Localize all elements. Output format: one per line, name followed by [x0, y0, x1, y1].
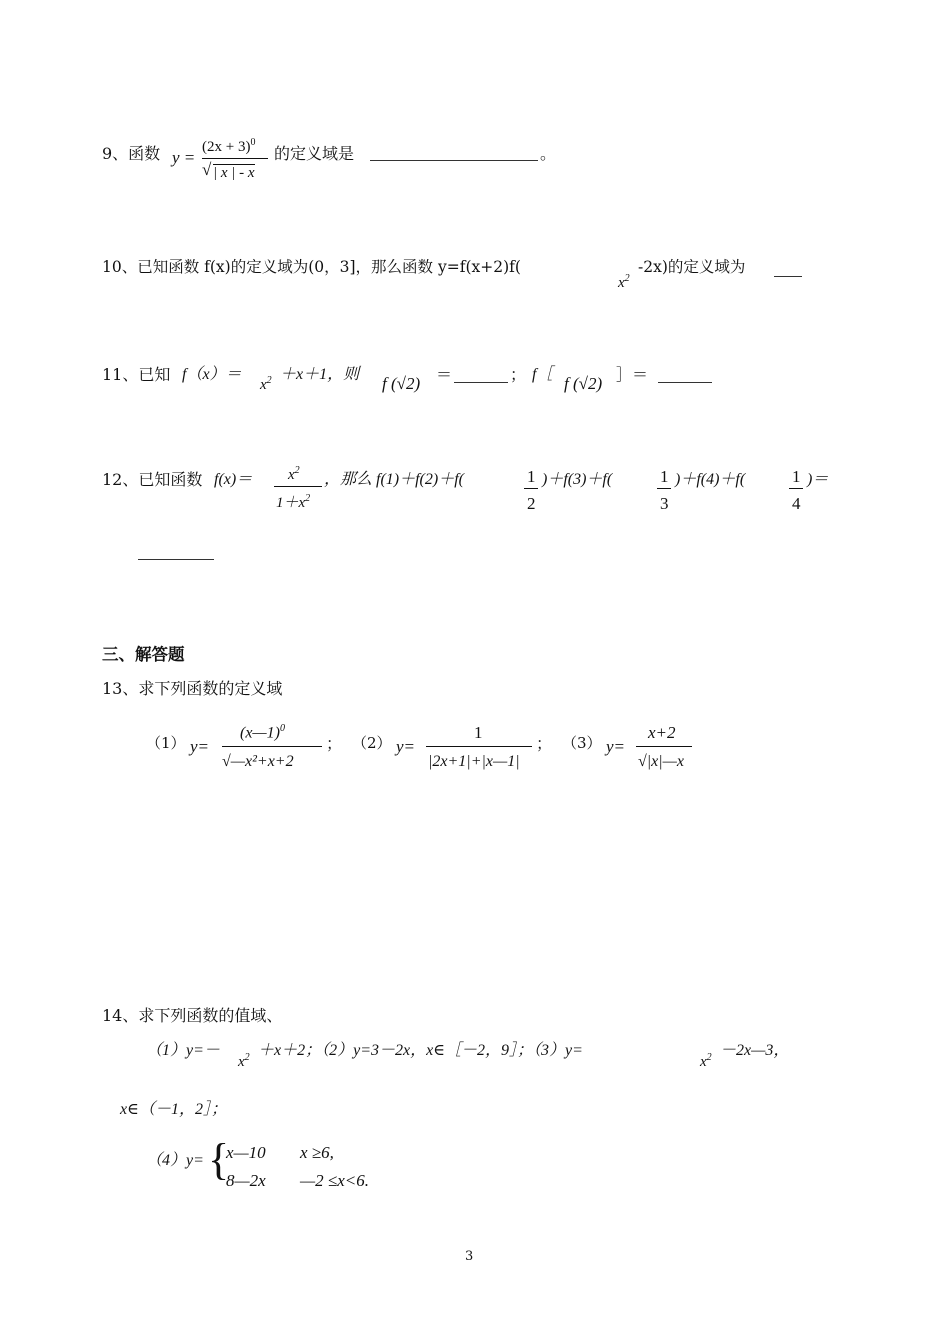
q11-x-squared: $x^2$ — [260, 375, 272, 393]
q11-f-of-x: f（x）＝ — [182, 366, 242, 383]
q9-end: 。 — [540, 144, 557, 163]
q11-f-sqrt2-a: f (√2) — [382, 374, 421, 393]
page-number: 3 — [465, 1249, 474, 1264]
q12-middle: ，那么 f(1)＋f(2)＋f( — [324, 471, 464, 488]
q13-p1-num: (x—1)$^0$ — [240, 723, 285, 742]
q11-rest: ＋x＋1，则 — [280, 366, 360, 383]
q13-p1-sep: ； — [326, 734, 343, 753]
q13-p1-bar — [222, 746, 322, 747]
q14-x-squared-b: $x^2$ — [700, 1052, 712, 1070]
q12-third-bar — [657, 488, 671, 489]
q12-half-den: 2 — [527, 494, 536, 513]
q11-f-close: ］＝ — [616, 365, 649, 384]
q12-third-den: 3 — [660, 494, 669, 513]
q13-p2-sep: ； — [536, 734, 553, 753]
q14-case1-expr: x—10 — [226, 1143, 266, 1162]
q13-p3-lhs: y= — [606, 737, 626, 756]
q13-p3-bar — [636, 746, 692, 747]
q14-case1-cond: x ≥6, — [300, 1143, 334, 1162]
q12-fraction-bar — [274, 486, 322, 487]
q12-quarter-bar — [789, 488, 803, 489]
q14-p1-rest: ＋x＋2；（2）y=3－2x，x∈［－2，9］；（3）y= — [258, 1042, 583, 1059]
q11-f-open: f［ — [532, 366, 553, 383]
q12-third-num: 1 — [660, 467, 669, 486]
q12-label: 12、已知函数 — [102, 470, 203, 489]
q14-case2-expr: 8—2x — [226, 1171, 266, 1190]
q12-numerator: $x^2$ — [288, 465, 300, 483]
q12-part3: )＋f(4)＋f( — [675, 471, 746, 488]
q13-p1-label: （1） — [146, 734, 186, 752]
q13-p3-label: （3） — [562, 734, 602, 752]
q13-p1-den: √—x²+x+2 — [222, 753, 294, 770]
q13-p2-bar — [426, 746, 532, 747]
q9-radical: √ — [202, 160, 212, 179]
q12-answer-blank — [138, 545, 214, 560]
q13-p3-den: √|x|—x — [638, 753, 685, 770]
section-title: 三、解答题 — [102, 645, 185, 664]
q13-formulas — [146, 722, 706, 782]
q11-answer-blank-b — [658, 368, 712, 383]
q9-lhs: y = — [172, 148, 196, 167]
q14-x-squared-a: $x^2$ — [238, 1052, 250, 1070]
q12-end: )＝ — [807, 471, 829, 488]
q13-p2-label: （2） — [352, 734, 392, 752]
q9-label: 9、函数 — [102, 144, 161, 163]
q14-p4-label: （4）y= — [146, 1152, 204, 1169]
q14-label: 14、求下列函数的值域、 — [102, 1006, 283, 1025]
q11-separator: ； — [510, 365, 527, 384]
q13-p2-lhs: y= — [396, 737, 416, 756]
q10-text-before: 10、已知函数 f(x)的定义域为(0，3]，那么函数 y=f(x+2)f( — [102, 258, 521, 276]
q13-p1-lhs: y= — [190, 737, 210, 756]
q14-case2-cond: —2 ≤x<6. — [300, 1171, 369, 1190]
q12-half-num: 1 — [527, 467, 536, 486]
q14-piecewise — [146, 1135, 426, 1194]
q13-label: 13、求下列函数的定义域 — [102, 679, 283, 698]
q9-tail: 的定义域是 — [274, 144, 355, 163]
q11-label: 11、已知 — [102, 365, 171, 384]
q14-brace: { — [208, 1135, 230, 1184]
q12-quarter-num: 1 — [792, 467, 801, 486]
q13-p2-den: |2x+1|+|x—1| — [428, 753, 520, 770]
q12-denominator: $1+x^2$ — [276, 493, 311, 511]
q14-line2: x∈（－1，2］； — [120, 1101, 227, 1118]
q11-answer-blank-a — [454, 368, 508, 383]
q11-f-sqrt2-b: f (√2) — [564, 374, 603, 393]
q14-p3-rest: －2x—3， — [720, 1042, 790, 1059]
q10-text-after: -2x)的定义域为 — [638, 258, 746, 276]
q9-numerator: $(2x + 3)^0$ — [202, 137, 256, 155]
q12-half-bar — [524, 488, 538, 489]
q9-radicand: | x | - x — [213, 165, 255, 181]
q9-answer-blank — [370, 146, 538, 161]
q9-fraction-bar — [202, 158, 268, 159]
q14-p1: （1）y=－ — [146, 1042, 220, 1059]
q11-eq-a: ＝ — [436, 365, 453, 384]
q14-line1 — [146, 1040, 806, 1074]
q13-p2-num: 1 — [474, 723, 483, 742]
q10-x-squared: $x^2$ — [618, 273, 630, 291]
q12-part2: )＋f(3)＋f( — [542, 471, 613, 488]
q12-f-def: f(x)＝ — [214, 471, 253, 488]
q12-quarter-den: 4 — [792, 494, 801, 513]
q13-p3-num: x+2 — [648, 723, 676, 742]
q10-answer-blank — [774, 262, 802, 277]
